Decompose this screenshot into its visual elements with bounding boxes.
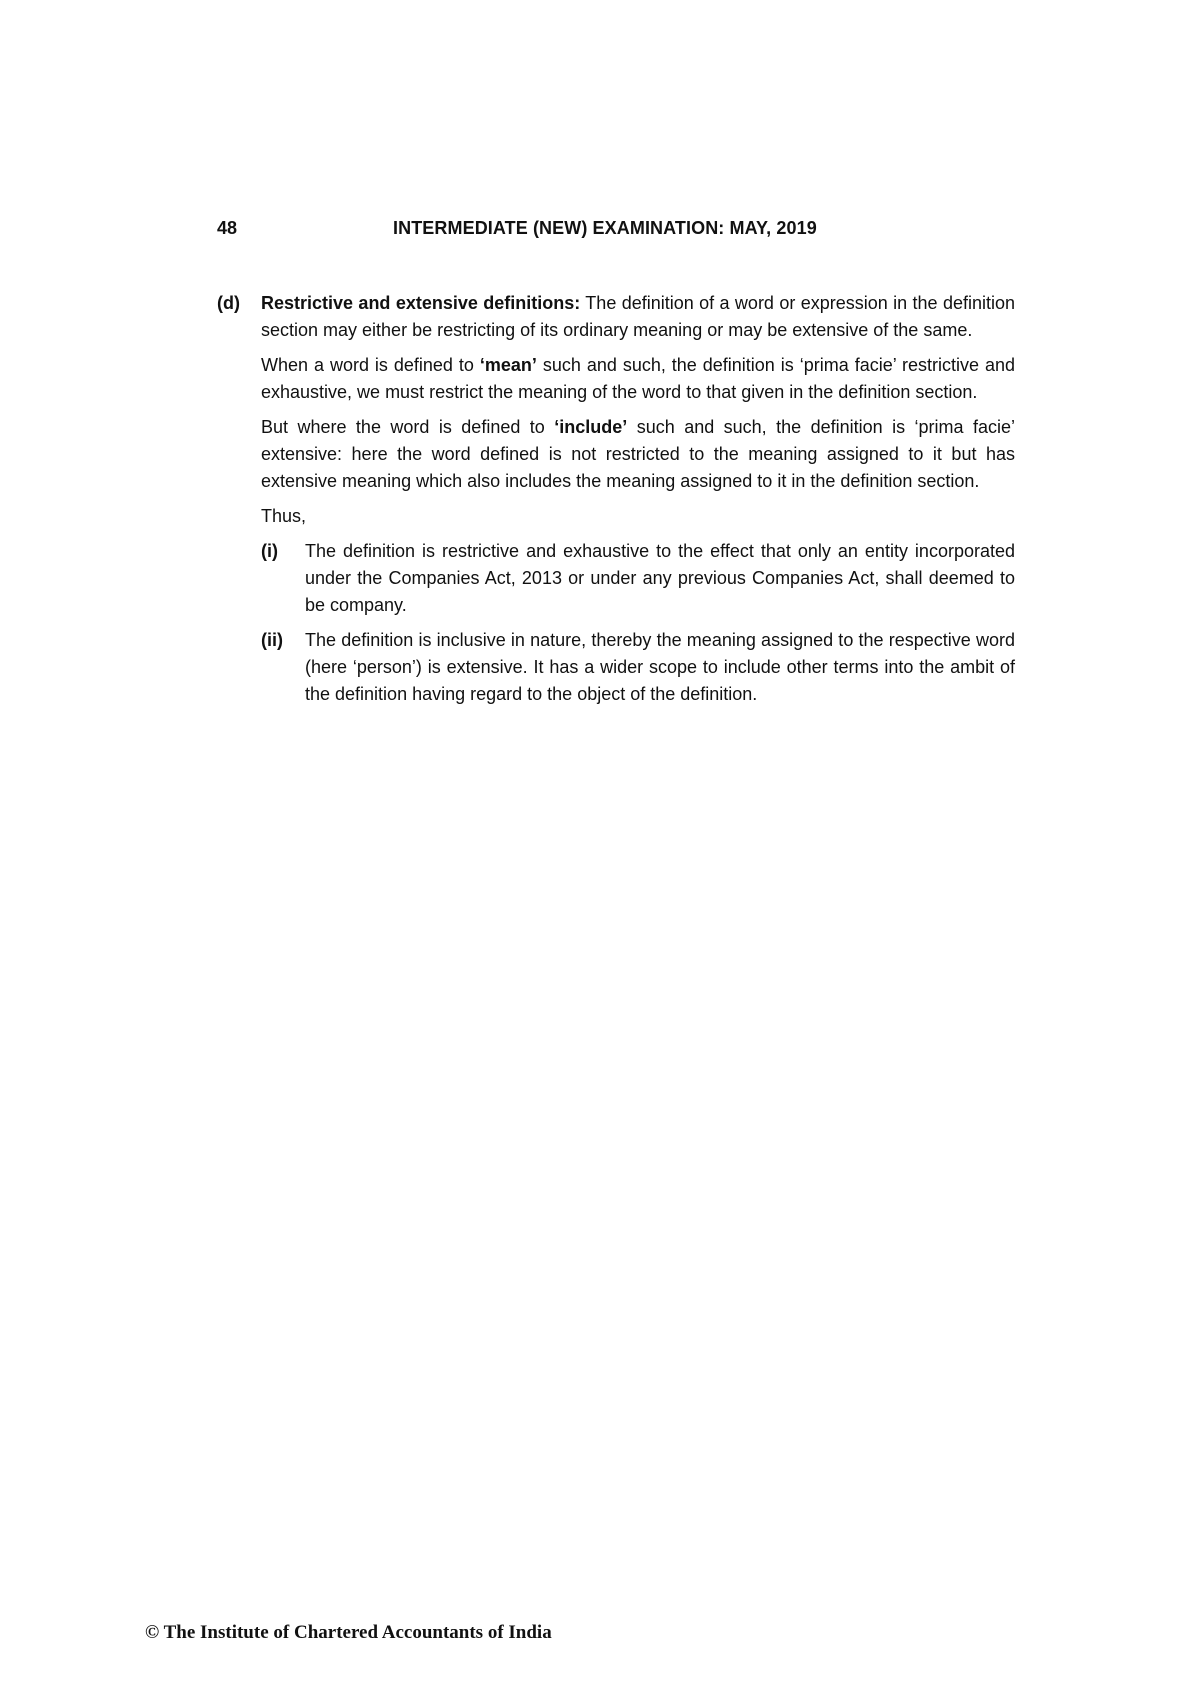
sub-item-i (261, 538, 1015, 619)
intro-text: The definition of a word or expression in the definition section may either be restricting of its ordinary meaning or may be extensive of the same. (261, 293, 1015, 340)
mean-text-before: When a word is defined to (261, 355, 480, 375)
mean-term: ‘mean’ (479, 355, 537, 375)
include-term: ‘include’ (554, 417, 628, 437)
section-d-body (261, 290, 1015, 716)
sub-item-i-label: (i) (261, 541, 278, 561)
section-d (217, 290, 1015, 716)
sub-item-ii-label: (ii) (261, 630, 283, 650)
page-number: 48 (217, 218, 238, 238)
copyright-footer: © The Institute of Chartered Accountants of India (145, 1622, 552, 1643)
section-d-label: (d) (217, 293, 240, 313)
page-header (217, 218, 1017, 244)
thus-paragraph: Thus, (261, 506, 307, 526)
mean-paragraph (261, 352, 1015, 406)
sub-item-list (261, 538, 1015, 708)
include-text-before: But where the word is defined to (261, 417, 555, 437)
include-text-after: such and such, the definition is ‘prima facie’ extensive: here the word defined is not restricted to the meaning assigned to it but has extensive meaning which also includes the meaning assigned to it in the definition section. (261, 417, 1016, 491)
include-paragraph (261, 414, 1015, 495)
sub-item-ii-text: The definition is inclusive in nature, thereby the meaning assigned to the respective word (here ‘person’) is extensive. It has a wider scope to include other terms into the ambit of the definition having regard to the object of the definition. (305, 630, 1015, 704)
section-d-heading: Restrictive and extensive definitions: (261, 293, 581, 313)
mean-text-after: such and such, the definition is ‘prima facie’ restrictive and exhaustive, we must restrict the meaning of the word to that given in the definition section. (261, 355, 1016, 402)
sub-item-ii (261, 627, 1015, 708)
running-title: INTERMEDIATE (NEW) EXAMINATION: MAY, 2019 (393, 218, 817, 238)
intro-paragraph (261, 290, 1015, 344)
page-content (217, 290, 1015, 716)
sub-item-i-text: The definition is restrictive and exhaustive to the effect that only an entity incorporated under the Companies Act, 2013 or under any previous Companies Act, shall deemed to be company. (305, 541, 1015, 615)
